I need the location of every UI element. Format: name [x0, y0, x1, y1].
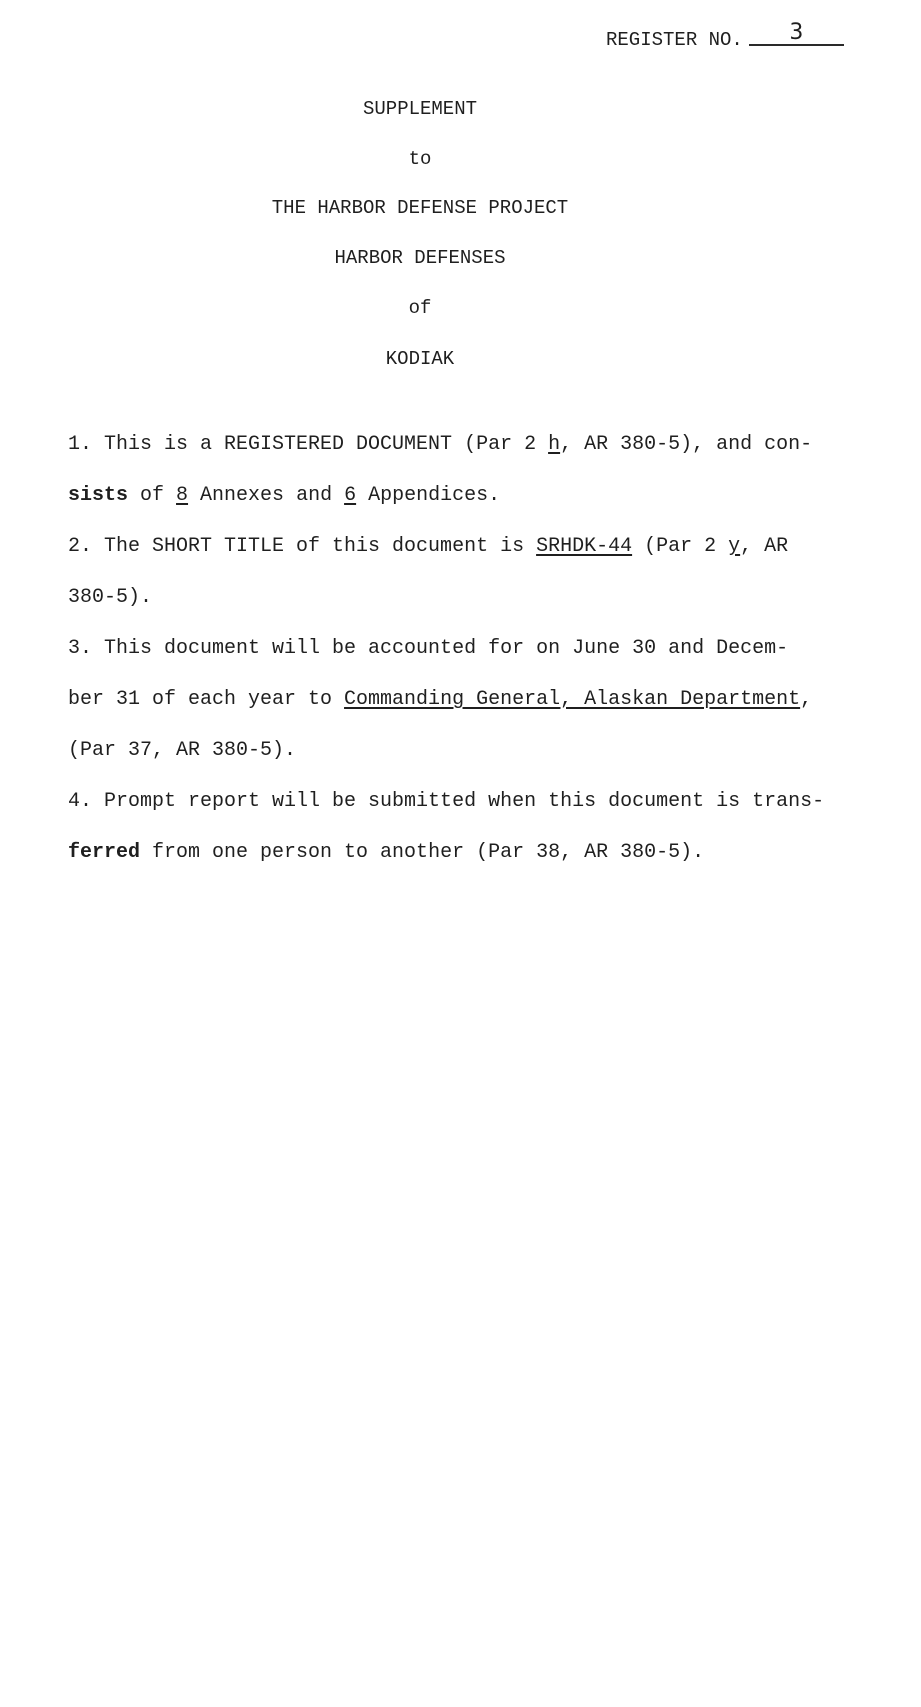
title-of: of [408, 297, 432, 319]
text-run: (Par 2 [632, 535, 729, 558]
title-to: to [408, 148, 432, 170]
paragraph-2-line-1 [68, 527, 858, 578]
register-number: 3 [749, 22, 844, 46]
text-run: 2. The SHORT TITLE of this document is [68, 535, 537, 558]
addressee: Commanding General, Alaskan Department [344, 688, 801, 711]
paragraph-4-line-2 [68, 833, 858, 884]
paragraph-1-line-2 [68, 476, 858, 527]
paragraph-4-line-1: 4. Prompt report will be submitted when this document is trans- [68, 790, 825, 813]
underlined-text: y [728, 535, 741, 558]
bold-text: ferred [68, 841, 141, 864]
document-body [68, 425, 858, 884]
text-run: from one person to another (Par 38, AR 380-5). [140, 841, 705, 864]
text-run: ber 31 of each year to [68, 688, 345, 711]
register-number-line [606, 20, 844, 52]
text-run: 1. This is a REGISTERED DOCUMENT (Par 2 [68, 433, 549, 456]
text-run: , [800, 688, 813, 711]
paragraph-3-line-3: (Par 37, AR 380-5). [68, 739, 297, 762]
text-run: Annexes and [188, 484, 345, 507]
text-run: of [128, 484, 177, 507]
paragraph-3-line-1: 3. This document will be accounted for on June 30 and Decem- [68, 637, 789, 660]
title-harbor-defense-project: THE HARBOR DEFENSE PROJECT [271, 197, 569, 219]
short-title: SRHDK-44 [536, 535, 633, 558]
title-kodiak: KODIAK [385, 348, 455, 370]
text-run: , AR [740, 535, 789, 558]
text-run: , AR 380-5), and con- [560, 433, 813, 456]
annex-count: 8 [176, 484, 189, 507]
appendix-count: 6 [344, 484, 357, 507]
paragraph-2-line-2: 380-5). [68, 586, 153, 609]
paragraph-1-line-1 [68, 425, 858, 476]
underlined-text: h [548, 433, 561, 456]
title-supplement: SUPPLEMENT [362, 98, 478, 120]
paragraph-3-line-2 [68, 680, 858, 731]
bold-text: sists [68, 484, 129, 507]
title-harbor-defenses: HARBOR DEFENSES [334, 247, 506, 269]
text-run: Appendices. [356, 484, 501, 507]
register-label: REGISTER NO. [606, 29, 743, 51]
